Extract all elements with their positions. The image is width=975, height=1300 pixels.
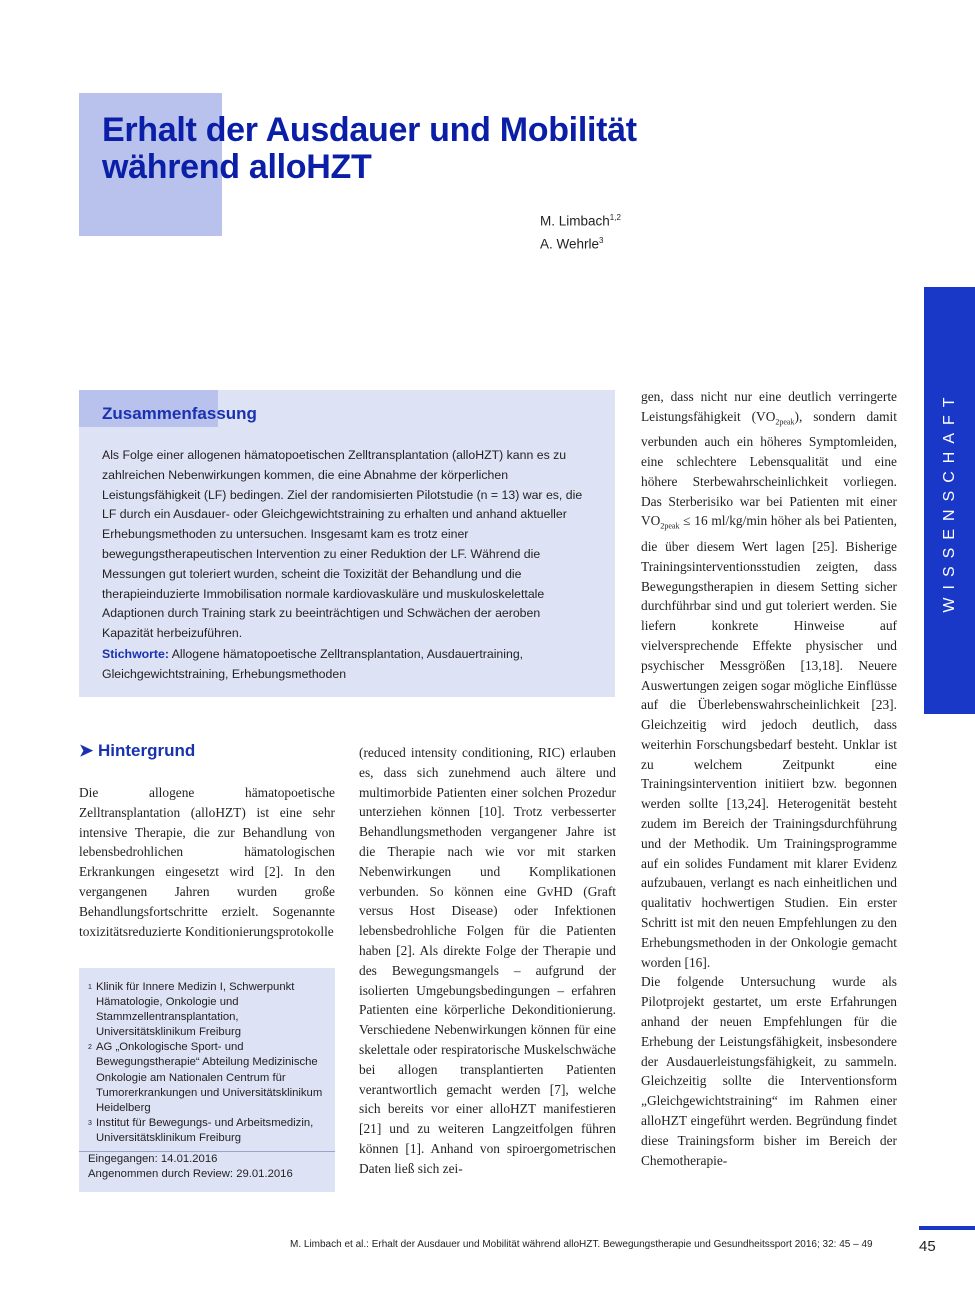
page-footer: [290, 1239, 873, 1250]
accepted-date: Angenommen durch Review: 29.01.2016: [88, 1168, 293, 1181]
footnote-1: 1 Klinik für Innere Medizin I, Schwerpunkt Hämatologie, Onkologie und Stammzellentransplantation, Universitätsklinikum Freiburg: [88, 981, 295, 1039]
title-line-2: während alloHZT: [102, 148, 372, 186]
section-heading-hintergrund: [79, 741, 195, 761]
abstract-heading: Zusammenfassung: [102, 404, 257, 423]
author-2: A. Wehrle$^3$: [540, 235, 604, 251]
received-date: Eingegangen: 14.01.2016: [88, 1153, 218, 1165]
page-number-bar: [919, 1226, 975, 1230]
body-column-3: [641, 387, 897, 1170]
side-tab-label: WISSENSCHAFT: [940, 388, 958, 613]
footer-citation: M. Limbach et al.: Erhalt der Ausdauer und Mobilität während alloHZT.: [290, 1239, 601, 1250]
submission-dates: [79, 1151, 335, 1182]
body-column-1: Die allogene hämatopoetische Zelltransplantation (alloHZT) ist eine sehr intensive Therapie, die zur Behandlung von lebensbedrohlichen hämatologischen Erkrankungen eingesetzt wird [2]. In den vergangenen Jahren wurden große Behandlungsfortschritte erzielt. Sogenannte toxizitätsreduzierte Konditionierungsprotokolle: [79, 785, 335, 939]
affiliation-footnotes: [88, 980, 328, 1146]
column-3-paragraph-1: gen, dass nicht nur eine deutlich verringerte Leistungsfähigkeit $(VO_{2peak})$, sondern damit verbunden auch ein höheres Symptomleiden, eine schlechtere Lebensqualität und eine höhere Sterbewahrscheinlichkeit vorliegen. Das Sterberisiko war bei Patienten mit einer $VO_{2peak} \le 16$ ml/kg/min höher als bei Patienten, die über diesem Wert lagen [25]. Bisherige Trainingsinterventionsstudien zeigten, dass Bewegungstherapien in diesem Setting sicher durchführbar sind und gut toleriert werden. Sie liefern konkrete Hinweise auf vielversprechende Effekte physischer und psychischer Messgrößen [13,18]. Neuere Auswertungen zeigen sogar mögliche Einflüsse auf die Überlebenswahrscheinlichkeit [23]. Gleichzeitig wird jedoch deutlich, dass weiterhin Forschungsbedarf besteht. Unklar ist zu welchem Zeitpunkt eine Trainingsintervention initiiert bzw. begonnen werden sollte [13,24]. Heterogenität besteht zudem im Bereich der Trainingsdurchführung und der Methodik. Um Trainingsprogramme auf ein solides Fundament mit klarer Evidenz aufzubauen, verlangt es nach einheitlichen und qualitativ hochwertigen Studien. Ein erster Schritt ist mit den neuen Empfehlungen zu den Erhebungsmethoden in der Onkologie gemacht worden [16].: [641, 389, 897, 970]
column-3-paragraph-2: Die folgende Untersuchung wurde als Pilotprojekt gestartet, um erste Erfahrungen anhand der neuen Empfehlungen für die Erhebung der Leistungsfähigkeit, insbesondere der Ausdauerleistungsfähigkeit, zu sammeln. Gleichzeitig sollte die Interventionsform „Gleichgewichtstraining“ im Rahmen einer alloHZT eingeführt werden. Begründung findet diese Trainingsform bisher im Bereich der Chemotherapie-: [641, 974, 897, 1168]
footnote-3: 3 Institut für Bewegungs- und Arbeitsmedizin, Universitätsklinikum Freiburg: [88, 1116, 314, 1144]
footnote-2: 2 AG „Onkologische Sport- und Bewegungstherapie“ Abteilung Medizinische Onkologie am Nationalen Centrum für Tumorerkrankungen und Universitätsklinikum Heidelberg: [88, 1041, 323, 1114]
body-column-2: (reduced intensity conditioning, RIC) erlauben es, dass sich zunehmend auch ältere und multimorbide Patienten einer solchen Prozedur unterziehen können [10]. Trotz verbesserter Behandlungsmethoden vergangener Jahre ist die Therapie nach wie vor mit starken Nebenwirkungen und Komplikationen verbunden. So können eine GvHD (Graft versus Host Disease) oder Infektionen lebensbedrohliche Folgen für die Patienten haben [2]. Als direkte Folge der Therapie und des Bewegungsmangels – aufgrund der isolierten Umgebungsbedingungen – erfahren Patienten eine körperliche Dekonditionierung. Verschiedene Nebenwirkungen können für eine skelettale oder respiratorische Muskelschwäche bei allogen transplantierten Patienten verantwortlich gemacht werden [7], welche sich bereits vor einer alloHZT manifestieren [21] und zu weiteren Langzeitfolgen führen können [1]. Anhand von spiroergometrischen Daten ließ sich zei-: [359, 745, 616, 1176]
article-title: [102, 112, 722, 186]
arrow-icon: ➤: [79, 741, 94, 760]
abstract-text: Als Folge einer allogenen hämatopoetischen Zelltransplantation (alloHZT) kann es zu zahlreichen Nebenwirkungen kommen, die eine Abnahme der körperlichen Leistungsfähigkeit (LF) bedingen. Ziel der randomisierten Pilotstudie (n = 13) war es, die LF durch ein Ausdauer- oder Gleichgewichtstraining zu erhalten und anhand aktueller Erhebungsmethoden zu untersuchen. Insgesamt kam es trotz einer bewegungstherapeutischen Intervention zu einer Reduktion der LF. Während die Messungen gut toleriert wurden, scheint die Toxizität der Behandlung und die therapieinduzierte Immobilisation normale kardiovaskuläre und muskuloskelettale Adaptionen durch Training stark zu beeinträchtigen und Schwächen der aeroben Kapazität herbeizuführen.: [102, 448, 583, 641]
keywords-label: Stichworte:: [102, 647, 169, 661]
section-heading-text: Hintergrund: [97, 741, 196, 760]
footer-journal: Bewegungstherapie und Gesundheitssport 2016; 32: 45 – 49: [602, 1239, 873, 1250]
section-side-tab: [924, 287, 975, 714]
page-number: 45: [919, 1238, 936, 1255]
abstract-keywords: [102, 645, 594, 685]
author-list: [540, 208, 621, 253]
keywords-text: Allogene hämatopoetische Zelltransplantation, Ausdauertraining, Gleichgewichtstraining, Erhebungsmethoden: [102, 647, 524, 681]
author-1: M. Limbach$^{1,2}$: [540, 213, 621, 229]
title-line-1: Erhalt der Ausdauer und Mobilität: [102, 111, 637, 149]
